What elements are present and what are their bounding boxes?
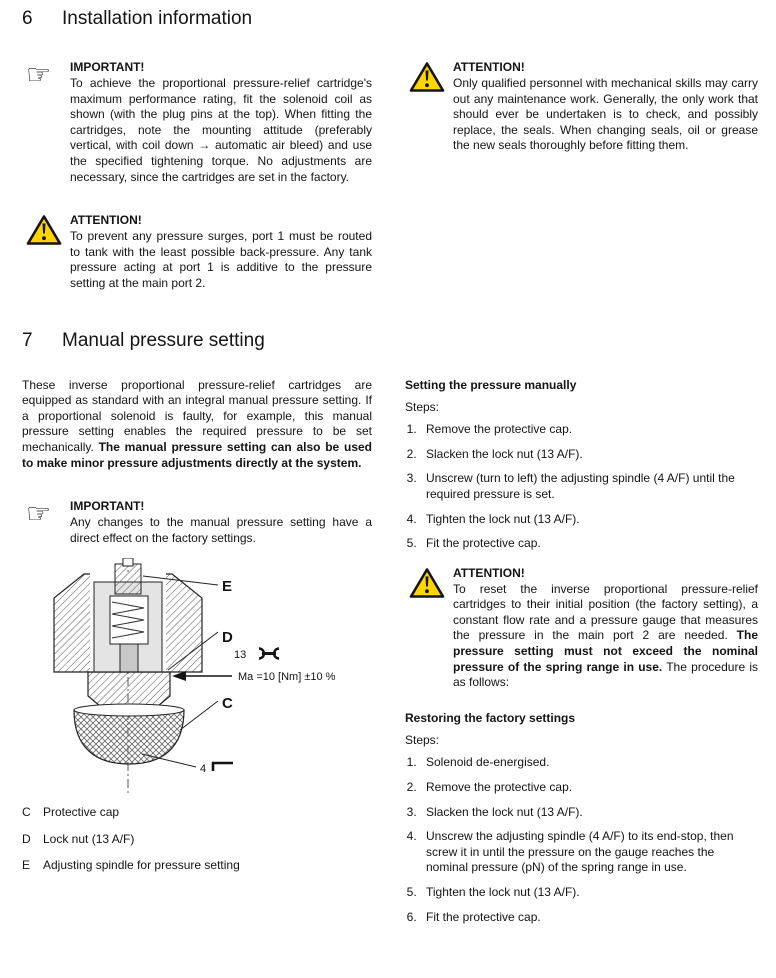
attention-text: Only qualified personnel with mechanical skills may carry out any maintenance work. Generally, the only work that should ever be undertaken is to check, and possibly replace, the seals. When changing seals, oil or grease the new seals thoroughly before fitting them. (453, 76, 758, 153)
restoring-heading: Restoring the factory settings (405, 710, 576, 725)
section7-intro (22, 378, 372, 472)
legend-text: Adjusting spindle for pressure setting (43, 858, 240, 873)
step-item: 2. Slacken the lock nut (13 A/F). (420, 447, 758, 463)
setting-heading: Setting the pressure manually (405, 377, 577, 392)
step-item: 1. Remove the protective cap. (420, 422, 758, 438)
torque-text: Ma =10 [Nm] ±10 % (238, 671, 336, 684)
step-item: 3. Unscrew (turn to left) the adjusting spindle (4 A/F) until the required pressure is set. (420, 471, 758, 502)
section7-right-column (405, 378, 758, 935)
legend-key: D (22, 831, 31, 846)
attention-icon-cell (405, 566, 453, 691)
label-e: E (222, 578, 233, 596)
section7-title: Manual pressure setting (62, 329, 265, 351)
legend-text: Lock nut (13 A/F) (43, 831, 135, 846)
step-item: 3. Slacken the lock nut (13 A/F). (420, 805, 758, 821)
allen-key-icon (213, 763, 233, 771)
attention-note-maintenance (405, 60, 758, 154)
intro-normal: These inverse proportional pressure-relief cartridges are equipped as standard with an integral manual pressure setting. If a proportional solenoid is faulty, for example, this manual pressure setting enables the required pressure to be set mechanically. (22, 377, 372, 454)
attention-label: ATTENTION! (70, 213, 142, 228)
section6-heading (22, 8, 758, 30)
label-c: C (222, 695, 233, 713)
section6-left-column (22, 46, 372, 292)
allen-size-text: 4 (200, 763, 207, 776)
warning-triangle-icon (409, 61, 445, 93)
cap-rim (74, 704, 184, 716)
warning-triangle-icon (26, 214, 62, 246)
section6-number: 6 (22, 8, 33, 29)
attention-text-start: To reset the inverse proportional pressure-relief cartridges to their initial position (the factory setting), a constant flow rate and a pressure gauge that measures the pressure in the main port 2 are needed. (453, 581, 758, 643)
attention-note-body (453, 60, 758, 154)
attention-note-reset (405, 566, 758, 691)
pointing-hand-icon: ☞ (26, 58, 52, 91)
step-item: 5. Fit the protective cap. (420, 536, 758, 552)
attention-note-body (453, 566, 758, 691)
step-item: 4. Unscrew the adjusting spindle (4 A/F) to its end-stop, then screw it in until the pressure on the gauge reaches the nominal pressure (pN) of the spring range in use. (420, 829, 758, 876)
spindle-slot (123, 558, 133, 566)
steps-label: Steps: (405, 399, 440, 414)
section6-title: Installation information (62, 8, 253, 29)
attention-note-port1 (22, 213, 372, 291)
step-item: 2. Remove the protective cap. (420, 780, 758, 796)
important-label: IMPORTANT! (70, 499, 145, 514)
section7-columns (22, 378, 758, 935)
important-text: To achieve the proportional pressure-relief cartridge's maximum performance rating, fit the solenoid coil as shown (with the plug pins at the top). When fitting the cartridges, note the mounting attitude (preferably vertical, with coil down → automatic air bleed) and use the specified tightening torque. No adjustments are necessary, since the cartridges are set in the factory. (70, 76, 372, 184)
section7-left-column (22, 378, 372, 886)
label-d: D (222, 629, 233, 647)
diagram-legend (22, 805, 372, 874)
attention-text: To prevent any pressure surges, port 1 must be routed to tank with the least possible back-pressure. Any tank pressure acting at port 1 is additive to the pressure setting at the main port 2. (70, 229, 372, 290)
cartridge-section-diagram (30, 558, 366, 796)
important-label: IMPORTANT! (70, 60, 145, 74)
step-item: 4. Tighten the lock nut (13 A/F). (420, 512, 758, 528)
restoring-steps-list (405, 755, 758, 925)
legend-item (22, 858, 372, 874)
important-note-factory (22, 499, 372, 546)
legend-text: Protective cap (43, 805, 120, 820)
step-item: 5. Tighten the lock nut (13 A/F). (420, 885, 758, 901)
important-note-installation (22, 60, 372, 185)
attention-note-body (70, 213, 372, 291)
steps-label: Steps: (405, 732, 440, 747)
attention-icon-cell (22, 213, 70, 291)
important-note-body (70, 499, 372, 546)
section7-heading (22, 330, 758, 352)
section6-columns (22, 46, 758, 292)
important-text: Any changes to the manual pressure setting have a direct effect on the factory settings. (70, 515, 372, 545)
important-note-body (70, 60, 372, 185)
section7-number: 7 (22, 329, 33, 351)
intro-bold: The manual pressure setting can also be used to make minor pressure adjustments directly at the system. (22, 439, 372, 470)
leader-line-c (180, 701, 218, 730)
attention-text-bold: The pressure setting must not exceed the nominal pressure of the spring range in use. (453, 628, 758, 674)
step-item: 6. Fit the protective cap. (420, 910, 758, 926)
attention-label: ATTENTION! (453, 565, 525, 580)
attention-icon-cell (405, 60, 453, 154)
important-icon-cell (22, 499, 70, 546)
lock-nut (88, 672, 170, 706)
attention-text-end: The procedure is as follows: (453, 659, 758, 690)
adjusting-spindle (115, 564, 141, 594)
setting-steps-list (405, 422, 758, 552)
protective-cap (74, 710, 184, 764)
legend-key: E (22, 858, 31, 873)
step-item: 1. Solenoid de-energised. (420, 755, 758, 771)
warning-triangle-icon (409, 567, 445, 599)
wrench-size-text: 13 (234, 649, 247, 662)
pointing-hand-icon: ☞ (26, 497, 52, 531)
section6-right-column (405, 46, 758, 154)
spindle-stem (120, 644, 138, 672)
wrench-icon (259, 649, 279, 659)
legend-key: C (22, 805, 31, 820)
legend-item (22, 805, 372, 821)
attention-text (453, 582, 758, 691)
important-icon-cell (22, 60, 70, 185)
attention-label: ATTENTION! (453, 60, 525, 74)
diagram-container (30, 558, 372, 799)
legend-item (22, 832, 372, 848)
